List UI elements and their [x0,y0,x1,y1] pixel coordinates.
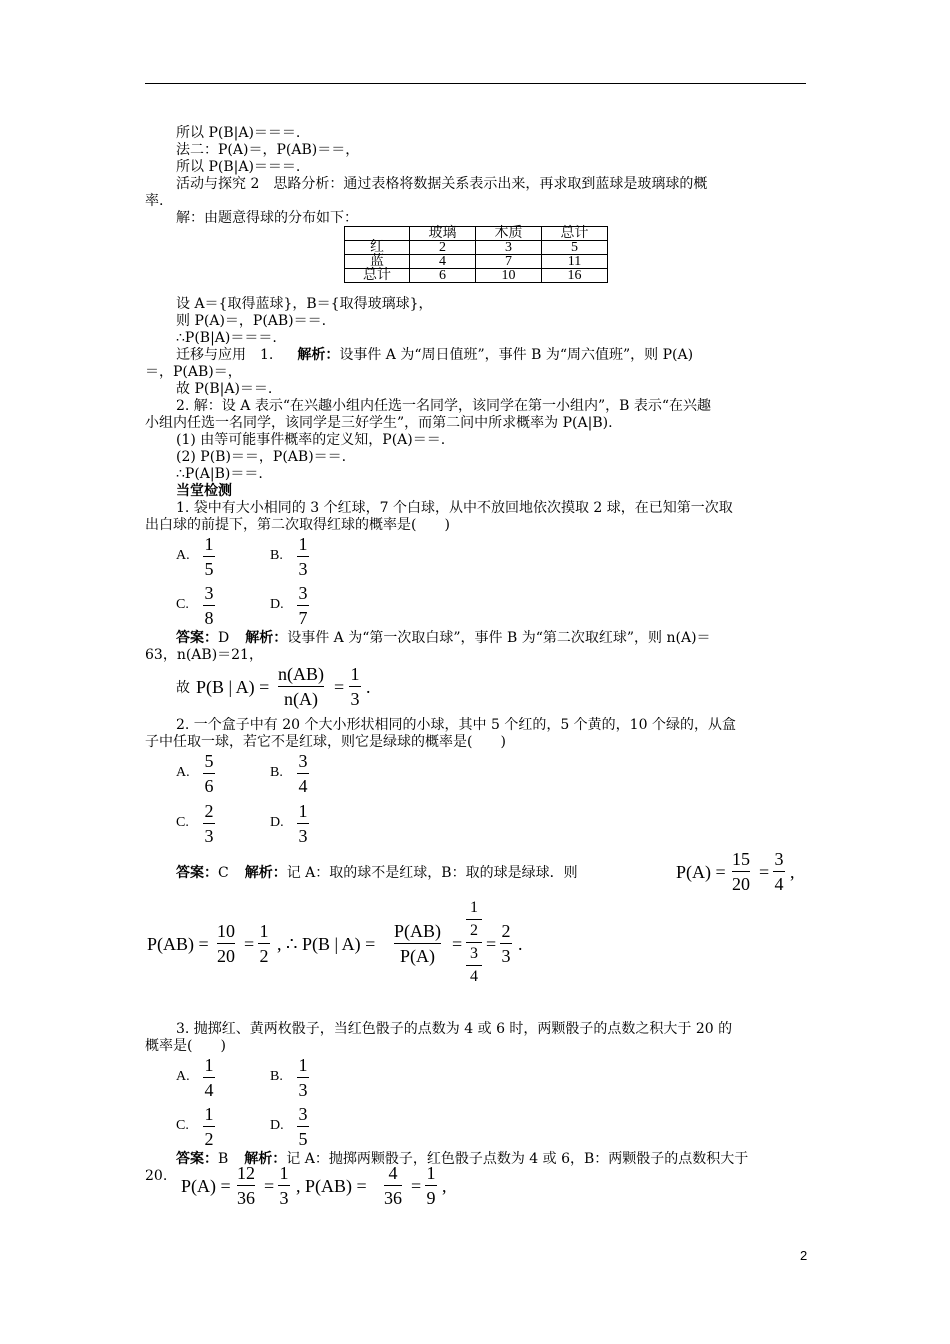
option-fraction [297,1104,309,1149]
math-fraction [773,849,785,894]
numerator: 15 [732,849,750,869]
table-cell: 16 [542,269,608,283]
option-fraction [203,534,215,579]
numerator: 5 [204,751,214,771]
math-fraction [394,921,441,966]
table-cell: 11 [542,255,608,269]
fraction-bar [466,965,482,966]
numerator: 3 [204,583,214,603]
fraction-bar [217,943,235,944]
answer-label: 答案： [176,630,218,646]
table-cell: 5 [542,241,608,255]
text-line: (1) 由等可能事件概率的定义知，P(A)＝＝. [176,432,446,448]
table-cell: 红 [345,241,410,255]
denominator: 20 [217,946,235,966]
text-line: 所以 P(B|A)＝＝＝. [176,159,301,175]
numerator: 2 [204,801,214,821]
answer-3 [176,1151,748,1167]
option-fraction [203,751,215,796]
denominator: 3 [279,1188,289,1208]
option-label: C. [176,597,189,612]
question-3: 3. 抛掷红、黄两枚骰子，当红色骰子的点数为 4 或 6 时，两颗骰子的点数之积大于 20 的 [176,1021,733,1037]
table-cell [345,227,410,241]
option-label: B. [270,765,283,780]
text-span: 设事件 A 为“周日值班”，事件 B 为“周六值班”，则 P(A) [339,347,694,363]
text-line: 所以 P(B|A)＝＝＝. [176,125,301,141]
option-label: B. [270,1069,283,1084]
numerator: 1 [259,921,269,941]
denominator: 3 [204,826,214,846]
text-line: 则 P(A)＝，P(AB)＝＝. [176,313,327,329]
math-expr: . [366,677,371,697]
denominator: 4 [774,874,784,894]
math-fraction [217,921,235,966]
option-label: D. [270,1118,284,1133]
text-line: 解：由题意得球的分布如下： [176,210,358,226]
option-fraction [297,751,309,796]
numerator: 2 [501,921,511,941]
fraction-bar [258,943,270,944]
question-1: 1. 袋中有大小相同的 3 个红球，7 个白球，从中不放回地依次摸取 2 球，在已知第一次取 [176,500,733,516]
numerator: n(AB) [278,664,324,684]
math-expr: , ∴ P(B | A) = [277,934,376,954]
numerator: 1 [298,1055,308,1075]
option-fraction [203,801,215,846]
table-cell: 总计 [345,269,410,283]
answer-1-cont: 63，n(AB)＝21， [145,647,263,663]
math-expr: P(AB) = [147,934,209,954]
fraction-bar [349,686,361,687]
denominator: P(A) [400,946,435,966]
option-label: A. [176,765,190,780]
numerator: 3 [298,583,308,603]
option-fraction [297,534,309,579]
answer-value: D [218,630,230,646]
option-fraction [297,583,309,628]
math-expr: = [244,934,255,954]
math-fraction [278,664,324,709]
text-line: ∴P(A|B)＝＝. [176,466,263,482]
math-expr: = [486,934,497,954]
fraction-bar [297,556,309,557]
numerator: 1 [204,1104,214,1124]
fraction-bar [203,1126,215,1127]
option-fraction [297,1055,309,1100]
answer-text: 记 A：抛掷两颗骰子，红色骰子点数为 4 或 6，B：两颗骰子的点数积大于 [286,1151,749,1167]
table-cell: 蓝 [345,255,410,269]
distribution-table [344,226,608,283]
math-expr: , [442,1176,447,1196]
denominator: 2 [259,946,269,966]
fraction-bar [297,605,309,606]
numerator: 3 [298,751,308,771]
text-span: 故 [176,680,190,696]
fraction-bar [203,773,215,774]
denominator: 4 [298,776,308,796]
math-expr: = [334,677,345,697]
answer-1 [176,630,711,646]
option-label: B. [270,548,283,563]
denominator: n(A) [284,689,318,709]
numerator: 1 [204,534,214,554]
denominator: 3 [350,689,360,709]
table-cell: 木质 [476,227,542,241]
option-fraction [203,1104,215,1149]
option-fraction [203,583,215,628]
text-line: 设 A＝{取得蓝球}，B＝{取得玻璃球}， [176,296,433,312]
text-line: 小组内任选一名同学，该同学是三好学生”，而第二问中所求概率为 P(A|B). [145,415,613,431]
text-line: 法二：P(A)＝，P(AB)＝＝， [176,142,360,158]
denominator: 2 [470,922,478,939]
denominator: 20 [732,874,750,894]
fraction-bar [297,773,309,774]
numerator: 1 [470,899,478,916]
numerator: 12 [237,1163,255,1183]
math-fraction [732,849,750,894]
fraction-bar [278,686,324,687]
numerator: P(AB) [394,921,442,941]
denominator: 3 [298,1080,308,1100]
math-expr: . [518,934,523,954]
jiexi-label: 解析： [244,1151,287,1167]
fraction-bar [394,943,441,944]
option-fraction [297,801,309,846]
fraction-bar [203,605,215,606]
fraction-bar [297,1126,309,1127]
option-label: C. [176,815,189,830]
fraction-bar [203,823,215,824]
table-row [345,269,608,283]
answer-3-cont: 20. [145,1168,168,1184]
table-cell: 玻璃 [410,227,476,241]
denominator: 4 [470,968,478,985]
table-cell: 10 [476,269,542,283]
answer-value: C [218,865,229,881]
math-fraction [237,1163,255,1208]
jiexi-label: 解析： [245,630,288,646]
jiexi-label: 解析： [297,347,340,363]
answer-text: 设事件 A 为“第一次取白球”，事件 B 为“第二次取红球”，则 n(A)＝ [287,630,711,646]
text-line: ∴P(B|A)＝＝＝. [176,330,277,346]
jiexi-label: 解析： [244,865,287,881]
numerator: 3 [774,849,784,869]
fraction-bar [203,1077,215,1078]
math-expr: , [790,862,795,882]
table-cell: 总计 [542,227,608,241]
table-cell: 4 [410,255,476,269]
option-label: C. [176,1118,189,1133]
math-expr: P(B | A) = [196,677,270,697]
text-line: 率. [145,193,164,209]
option-label: D. [270,597,284,612]
fraction-bar [732,871,750,872]
option-label: D. [270,815,284,830]
page-number: 2 [800,1248,808,1263]
numerator: 1 [298,534,308,554]
option-fraction [203,1055,215,1100]
answer-value: B [218,1151,229,1167]
numerator: 1 [298,801,308,821]
text-line: (2) P(B)＝＝，P(AB)＝＝. [176,449,347,465]
math-fraction [425,1163,437,1208]
math-fraction [384,1163,402,1208]
fraction-bar [237,1185,255,1186]
denominator: 36 [237,1188,255,1208]
fraction-bar [425,1185,437,1186]
fraction-bar [297,823,309,824]
option-label: A. [176,1069,190,1084]
text-line: 活动与探究 2 思路分析：通过表格将数据关系表示出来，再求取到蓝球是玻璃球的概 [176,176,708,192]
math-fraction [258,921,270,966]
denominator: 9 [426,1188,436,1208]
fraction-bar [466,919,482,920]
fraction-bar [384,1185,402,1186]
fraction-bar [278,1185,290,1186]
numerator: 4 [388,1163,398,1183]
numerator: 3 [470,945,478,962]
math-fraction [349,664,361,709]
fraction-bar [203,556,215,557]
denominator: 2 [204,1129,214,1149]
table-cell: 6 [410,269,476,283]
answer-2 [176,865,578,881]
denominator: 36 [384,1188,402,1208]
numerator: 10 [217,921,235,941]
text-span: 迁移与应用 1. [176,347,274,363]
denominator: 6 [204,776,214,796]
answer-text: 记 A：取的球不是红球，B：取的球是绿球．则 [286,865,578,881]
table-header-row [345,227,608,241]
denominator: 3 [501,946,511,966]
math-expr: = [411,1176,422,1196]
denominator: 8 [204,608,214,628]
math-expr: = [759,862,770,882]
denominator: 5 [298,1129,308,1149]
question-2: 2. 一个盒子中有 20 个大小形状相同的小球，其中 5 个红的，5 个黄的，10 个绿的，从盒 [176,717,736,733]
text-line: 故 P(B|A)＝＝. [176,381,273,397]
numerator: 3 [298,1104,308,1124]
compound-fraction [466,899,482,986]
text-line: ＝，P(AB)＝， [145,364,242,380]
math-expr: = [452,934,463,954]
numerator: 1 [350,664,360,684]
table-cell: 2 [410,241,476,255]
numerator: 1 [204,1055,214,1075]
math-expr: P(A) = [181,1176,231,1196]
numerator: 1 [426,1163,436,1183]
option-label: A. [176,548,190,563]
fraction-bar [500,943,512,944]
denominator: 5 [204,559,214,579]
text-line [176,347,693,363]
math-expr: = [264,1176,275,1196]
table-row [345,241,608,255]
table-cell: 7 [476,255,542,269]
denominator: 3 [298,826,308,846]
fraction-bar [466,942,482,943]
math-fraction [500,921,512,966]
text-line: 2. 解：设 A 表示“在兴趣小组内任选一名同学，该同学在第一小组内”，B 表示“在兴趣 [176,398,712,414]
denominator: 4 [204,1080,214,1100]
answer-label: 答案： [176,1151,218,1167]
table-row [345,255,608,269]
numerator: 1 [279,1163,289,1183]
question-1-cont: 出白球的前提下，第二次取得红球的概率是( ) [145,517,450,533]
header-rule [145,83,806,84]
math-expr: P(A) = [676,862,726,882]
question-2-cont: 子中任取一球，若它不是红球，则它是绿球的概率是( ) [145,734,506,750]
section-title: 当堂检测 [176,483,232,499]
fraction-bar [773,871,785,872]
table-cell: 3 [476,241,542,255]
fraction-bar [297,1077,309,1078]
math-fraction [278,1163,290,1208]
denominator: 7 [298,608,308,628]
question-3-cont: 概率是( ) [145,1038,226,1054]
math-expr: , P(AB) = [296,1176,367,1196]
denominator: 3 [298,559,308,579]
answer-label: 答案： [176,865,218,881]
